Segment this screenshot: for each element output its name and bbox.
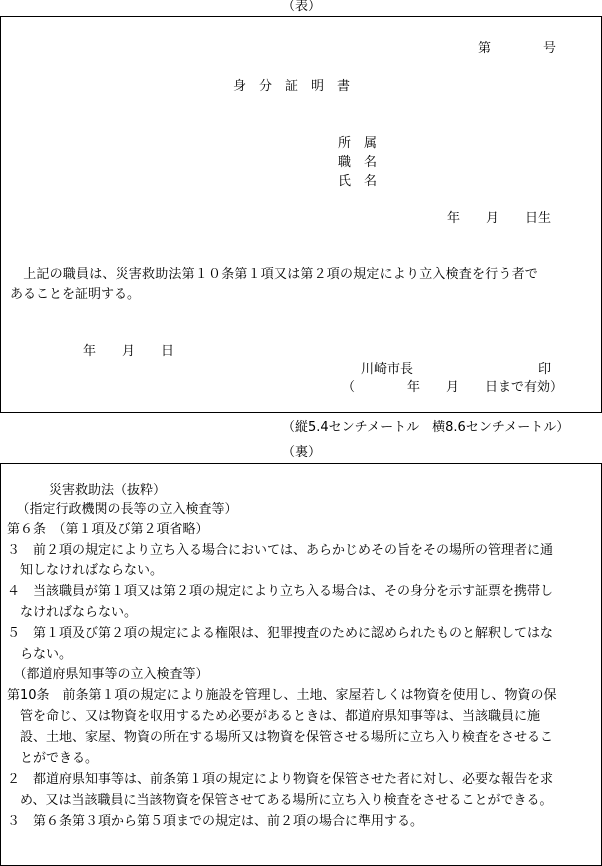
- id-card-front: [0, 16, 602, 413]
- front-side-label: （表）: [282, 0, 322, 14]
- law-title: 災害救助法（抜粋）: [10, 483, 167, 498]
- birth-date: 年 月 日生: [447, 211, 552, 226]
- article-line: め、又は当該職員に当該物資を保管させてある場所に立ち入り検査をさせることができる。: [7, 793, 553, 808]
- validity-period: （ 年 月 日まで有効）: [342, 380, 564, 395]
- article-line: 管を命じ、又は物資を収用するため必要があるときは、都道府県知事等は、当該職員に施: [7, 709, 541, 724]
- article-line: ３ 前２項の規定により立ち入る場合においては、あらかじめその旨をその場所の管理者に通: [7, 543, 554, 558]
- certificate-title: 身分証明書: [233, 79, 364, 94]
- article-line: ５ 第１項及び第２項の規定による権限は、犯罪捜査のために認められたものと解釈してはな: [7, 626, 554, 641]
- article-line: 知しなければならない。: [7, 563, 164, 578]
- id-card-back: [0, 463, 602, 866]
- statement-line: あることを証明する。: [10, 287, 141, 302]
- article-line: ２ 都道府県知事等は、前条第１項の規定により物資を保管させた者に対し、必要な報告を求: [7, 772, 554, 787]
- article-line: ４ 当該職員が第１項又は第２項の規定により立ち入る場合は、その身分を示す証票を携帯し: [7, 584, 554, 599]
- article-line: 設、土地、家屋、物資の所在する場所又は物資を保管させる場所に立ち入り検査をさせるこ: [7, 730, 554, 745]
- section-heading: （指定行政機関の長等の立入検査等）: [10, 502, 238, 517]
- card-size-note: （縦5.4センチメートル 横8.6センチメートル）: [282, 420, 570, 435]
- name-label: 氏名: [338, 174, 391, 189]
- section-heading: （都道府県知事等の立入検査等）: [7, 667, 209, 682]
- article-line: 第10条 前条第１項の規定により施設を管理し、土地、家屋若しくは物資を使用し、物資の保: [7, 688, 557, 703]
- affiliation-label: 所属: [338, 136, 391, 151]
- article-line: らない。: [7, 647, 73, 662]
- article-line: なければならない。: [7, 605, 138, 620]
- issue-date: 年 月 日: [83, 344, 175, 359]
- issuer-name: 川崎市長: [361, 362, 414, 377]
- article-line: とができる。: [7, 751, 99, 766]
- statement-line: 上記の職員は、災害救助法第１０条第１項又は第２項の規定により立入検査を行う者で: [10, 267, 539, 282]
- back-side-label: （裏）: [282, 445, 322, 460]
- certificate-number: 第 号: [478, 41, 557, 56]
- article-line: 第６条 （第１項及び第２項省略）: [7, 522, 209, 537]
- article-line: ３ 第６条第３項から第５項までの規定は、前２項の場合に準用する。: [7, 814, 424, 829]
- position-label: 職名: [338, 155, 391, 170]
- seal-mark: 印: [538, 362, 552, 377]
